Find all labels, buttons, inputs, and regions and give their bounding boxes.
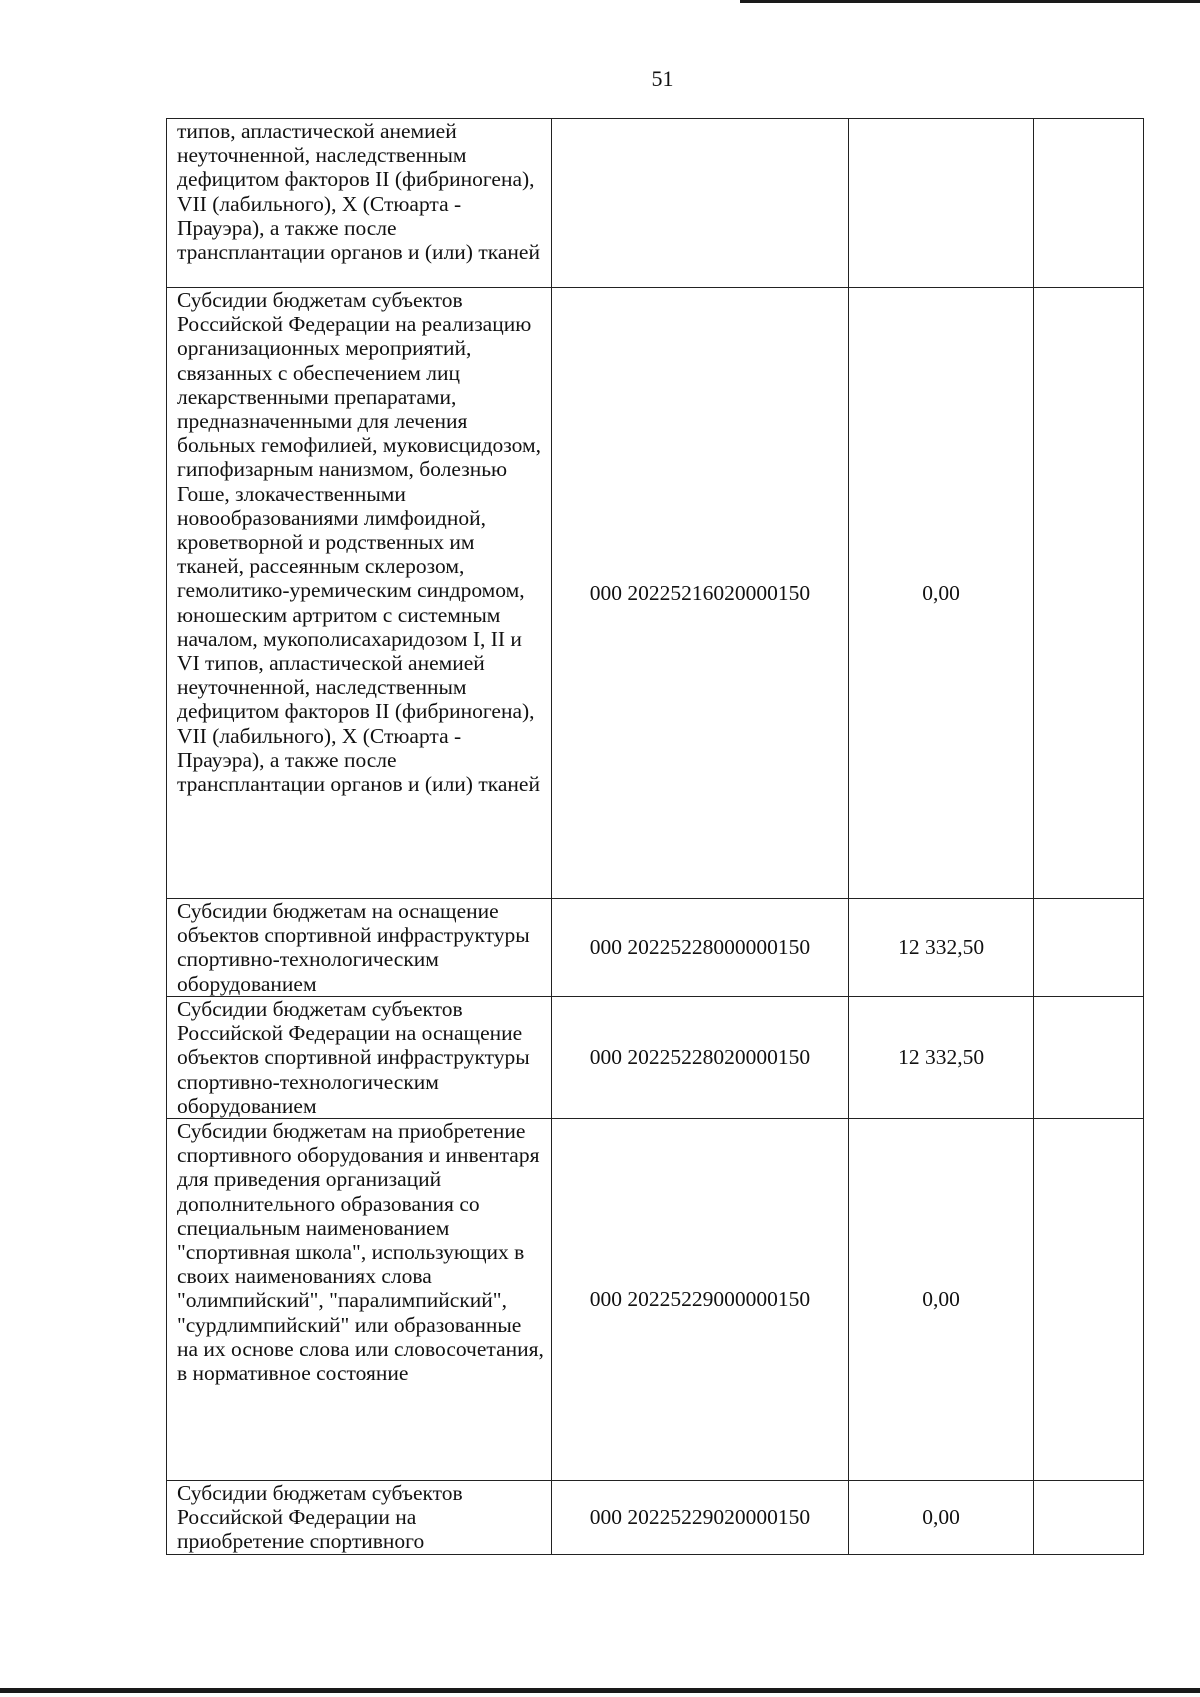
row-amount-cell: 0,00 (849, 1481, 1034, 1555)
row-extra-cell (1033, 1119, 1143, 1481)
row-amount-cell: 12 332,50 (849, 997, 1034, 1119)
page-number: 51 (651, 66, 674, 91)
row-code-cell: 000 20225229000000150 (551, 1119, 849, 1481)
row-amount-cell: 0,00 (849, 288, 1034, 899)
table-row (167, 1119, 1144, 1481)
row-extra-cell (1033, 119, 1143, 288)
table-row (167, 997, 1144, 1119)
table-row (167, 1481, 1144, 1555)
row-name-cell: Субсидии бюджетам на приобретение спортивного оборудования и инвентаря для приведения организаций дополнительного образования со специальным наименованием "спортивная школа", использующих в своих наименованиях слова "олимпийский", "паралимпийский", "сурдлимпийский" или образованные на их основе слова или словосочетания, в нормативное состояние (167, 1119, 552, 1481)
row-extra-cell (1033, 1481, 1143, 1555)
row-name-cell: Субсидии бюджетам субъектов Российской Федерации на приобретение спортивного (167, 1481, 552, 1555)
table-row (167, 899, 1144, 997)
row-amount-cell: 12 332,50 (849, 899, 1034, 997)
row-extra-cell (1033, 899, 1143, 997)
row-extra-cell (1033, 288, 1143, 899)
row-code-cell: 000 20225216020000150 (551, 288, 849, 899)
scan-edge-top (740, 0, 1200, 3)
row-name-cell: Субсидии бюджетам субъектов Российской Федерации на оснащение объектов спортивной инфраструктуры спортивно-технологическим оборудованием (167, 997, 552, 1119)
row-code-cell: 000 20225229020000150 (551, 1481, 849, 1555)
row-code-cell: 000 20225228020000150 (551, 997, 849, 1119)
table-row (167, 288, 1144, 899)
row-code-cell (551, 119, 849, 288)
row-amount-cell (849, 119, 1034, 288)
scan-edge-bottom (0, 1688, 1200, 1693)
budget-table (166, 118, 1144, 1555)
row-extra-cell (1033, 997, 1143, 1119)
row-code-cell: 000 20225228000000150 (551, 899, 849, 997)
row-name-cell: Субсидии бюджетам на оснащение объектов спортивной инфраструктуры спортивно-технологическим оборудованием (167, 899, 552, 997)
row-name-cell: типов, апластической анемией неуточненной, наследственным дефицитом факторов II (фибриногена), VII (лабильного), X (Стюарта - Прауэра), а также после трансплантации органов и (или) тканей (167, 119, 552, 288)
row-name-cell: Субсидии бюджетам субъектов Российской Федерации на реализацию организационных мероприятий, связанных с обеспечением лиц лекарственными препаратами, предназначенными для лечения больных гемофилией, муковисцидозом, гипофизарным нанизмом, болезнью Гоше, злокачественными новообразованиями лимфоидной, кроветворной и родственных им тканей, рассеянным склерозом, гемолитико-уремическим синдромом, юношеским артритом с системным началом, мукополисахаридозом I, II и VI типов, апластической анемией неуточненной, наследственным дефицитом факторов II (фибриногена), VII (лабильного), X (Стюарта - Прауэра), а также после трансплантации органов и (или) тканей (167, 288, 552, 899)
table-row (167, 119, 1144, 288)
row-amount-cell: 0,00 (849, 1119, 1034, 1481)
